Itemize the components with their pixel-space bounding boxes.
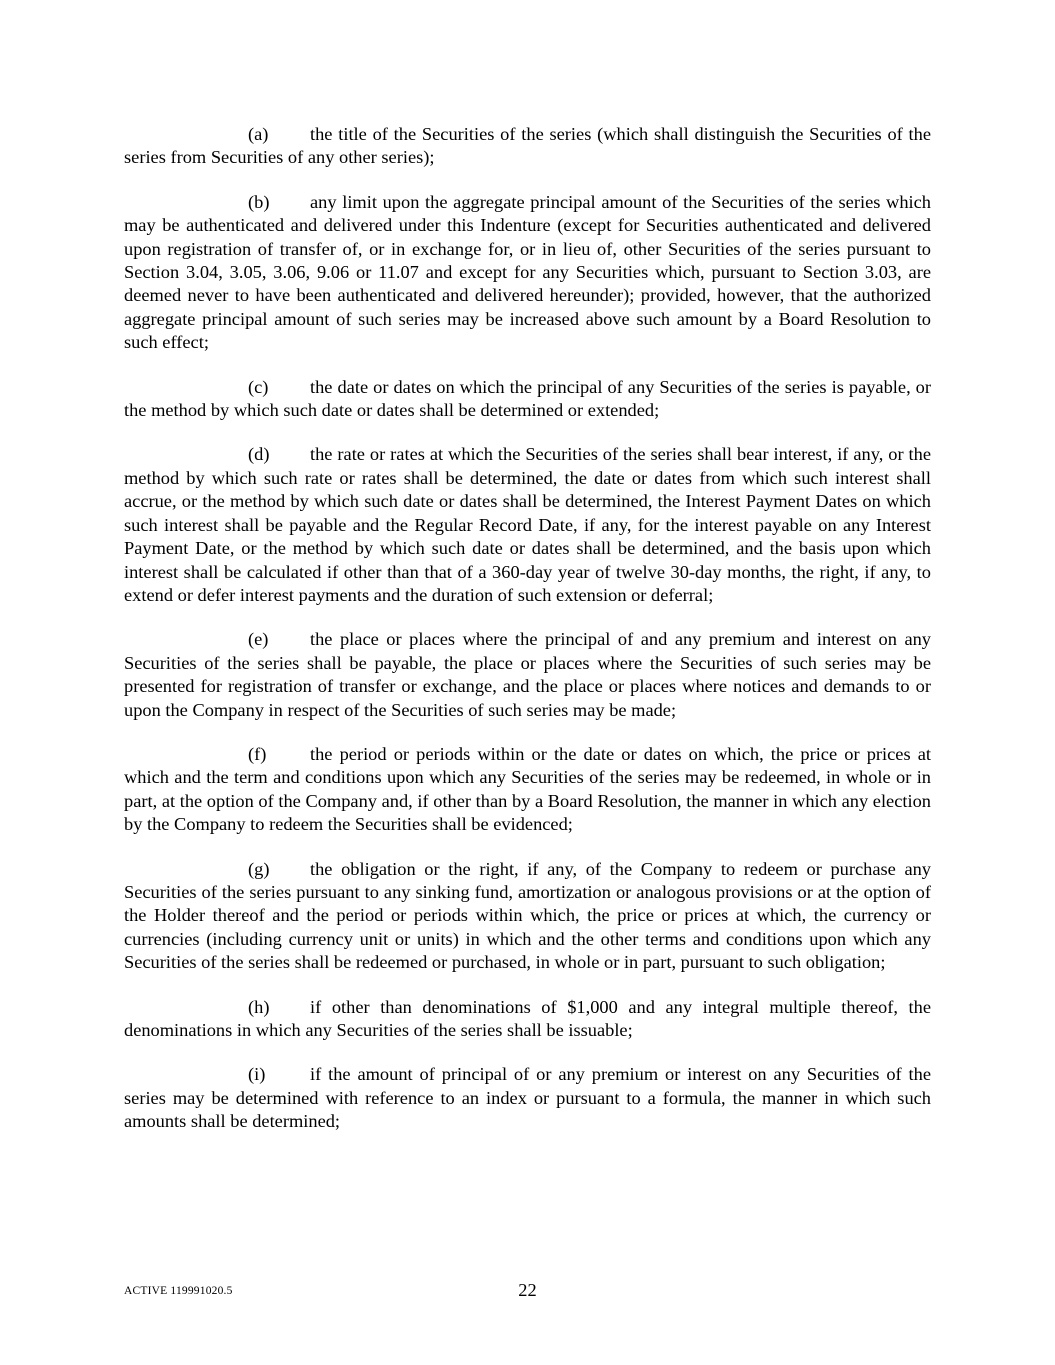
clause-g bbox=[124, 858, 931, 975]
clause-i bbox=[124, 1063, 931, 1133]
clause-label: (e) bbox=[248, 629, 269, 650]
clause-text: the date or dates on which the principal of any Securities of the series is payable, or the method by which such date or dates shall be determined or extended; bbox=[124, 376, 931, 421]
clause-e bbox=[124, 628, 931, 722]
clause-b bbox=[124, 191, 931, 355]
clause-label: (h) bbox=[248, 996, 270, 1017]
clause-f bbox=[124, 743, 931, 837]
clause-label: (i) bbox=[248, 1064, 266, 1085]
clause-label: (a) bbox=[248, 124, 269, 144]
clause-label: (f) bbox=[248, 743, 267, 764]
clause-c bbox=[124, 376, 931, 423]
clause-d bbox=[124, 443, 931, 607]
clause-text: the period or periods within or the date or dates on which, the price or prices at which and the term and conditions upon which any Securities of the series may be redeemed, in whole or in part, at the option of the Company and, if other than by a Board Resolution, the manner in which any election by the Company to redeem the Securities shall be evidenced; bbox=[124, 743, 931, 835]
clause-list bbox=[124, 123, 931, 1155]
clause-text: the title of the Securities of the series (which shall distinguish the Securities of the series from Securities of any other series); bbox=[124, 124, 931, 168]
clause-label: (g) bbox=[248, 858, 270, 879]
page-number: 22 bbox=[518, 1280, 537, 1300]
clause-label: (b) bbox=[248, 191, 270, 212]
clause-text: the place or places where the principal of and any premium and interest on any Securities of the series shall be payable, the place or places where the Securities of such series may be presented for registration of transfer or exchange, and the place or places where notices and demands to or upon the Company in respect of the Securities of such series may be made; bbox=[124, 629, 931, 720]
clause-text: the obligation or the right, if any, of the Company to redeem or purchase any Securities of the series pursuant to any sinking fund, amortization or analogous provisions or at the option of the Holder thereof and the period or periods within which, the price or prices at which, the currency or currencies (including currency unit or units) in which and the other terms and conditions upon which any Securities of the series shall be redeemed or purchased, in whole or in part, pursuant to such obligation; bbox=[124, 858, 931, 973]
clause-label: (d) bbox=[248, 444, 270, 465]
clause-text: the rate or rates at which the Securities of the series shall bear interest, if any, or the method by which such rate or rates shall be determined, the date or dates from which such interest shall accrue, or the method by which such date or dates shall be determined, the Interest Payment Dates on which such interest shall be payable and the Regular Record Date, if any, for the interest payable on any Interest Payment Date, or the method by which such date or dates shall be determined, and the basis upon which interest shall be calculated if other than that of a 360-day year of twelve 30-day months, the right, if any, to extend or defer interest payments and the duration of such extension or deferral; bbox=[124, 444, 931, 605]
clause-label: (c) bbox=[248, 376, 269, 397]
footer-doc-id: ACTIVE 119991020.5 bbox=[124, 1285, 233, 1297]
clause-text: if the amount of principal of or any premium or interest on any Securities of the series may be determined with reference to an index or pursuant to a formula, the manner in which such amounts shall be determined; bbox=[124, 1064, 931, 1132]
clause-text: if other than denominations of $1,000 and any integral multiple thereof, the denominations in which any Securities of the series shall be issuable; bbox=[124, 996, 931, 1040]
clause-a bbox=[124, 123, 931, 170]
clause-h bbox=[124, 996, 931, 1043]
clause-text: any limit upon the aggregate principal amount of the Securities of the series which may be authenticated and delivered under this Indenture (except for Securities authenticated and delivered upon registration of transfer of, or in exchange for, or in lieu of, other Securities of the series pursuant to Section 3.04, 3.05, 3.06, 9.06 or 11.07 and except for any Securities which, pursuant to Section 3.03, are deemed never to have been authenticated and delivered hereunder); provided, however, that the authorized aggregate principal amount of such series may be increased above such amount by a Board Resolution to such effect; bbox=[124, 191, 931, 353]
